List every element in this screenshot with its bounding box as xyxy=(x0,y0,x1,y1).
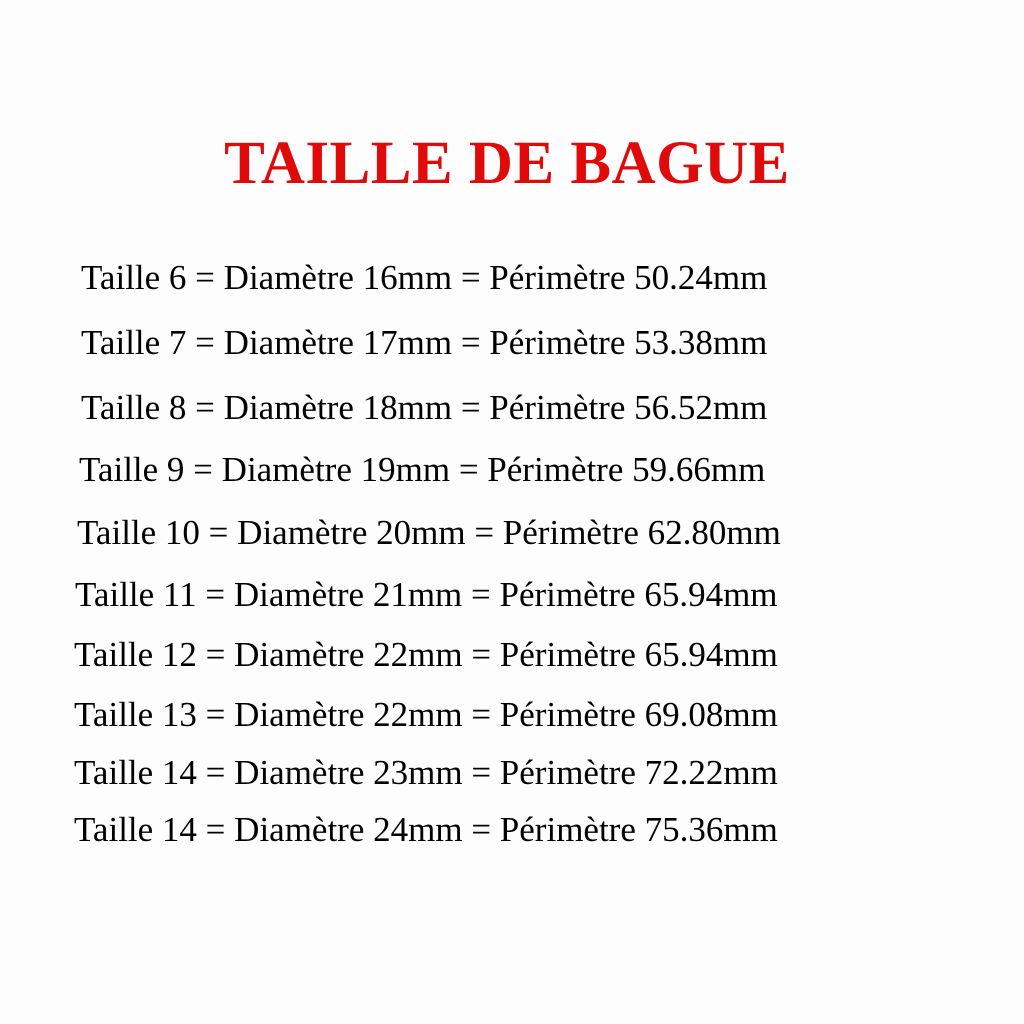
size-row: Taille 8 = Diamètre 18mm = Périmètre 56.52mm xyxy=(81,388,768,427)
size-row: Taille 14 = Diamètre 24mm = Périmètre 75.36mm xyxy=(74,810,778,849)
size-row: Taille 10 = Diamètre 20mm = Périmètre 62.80mm xyxy=(77,513,781,552)
size-row: Taille 7 = Diamètre 17mm = Périmètre 53.38mm xyxy=(81,323,768,362)
page-title: TAILLE DE BAGUE xyxy=(224,130,790,197)
size-row: Taille 13 = Diamètre 22mm = Périmètre 69.08mm xyxy=(74,695,778,734)
size-row: Taille 14 = Diamètre 23mm = Périmètre 72.22mm xyxy=(74,753,778,792)
size-row: Taille 6 = Diamètre 16mm = Périmètre 50.24mm xyxy=(81,258,768,297)
size-row: Taille 9 = Diamètre 19mm = Périmètre 59.66mm xyxy=(79,450,766,489)
size-row: Taille 12 = Diamètre 22mm = Périmètre 65.94mm xyxy=(74,635,778,674)
size-row: Taille 11 = Diamètre 21mm = Périmètre 65.94mm xyxy=(75,575,778,614)
